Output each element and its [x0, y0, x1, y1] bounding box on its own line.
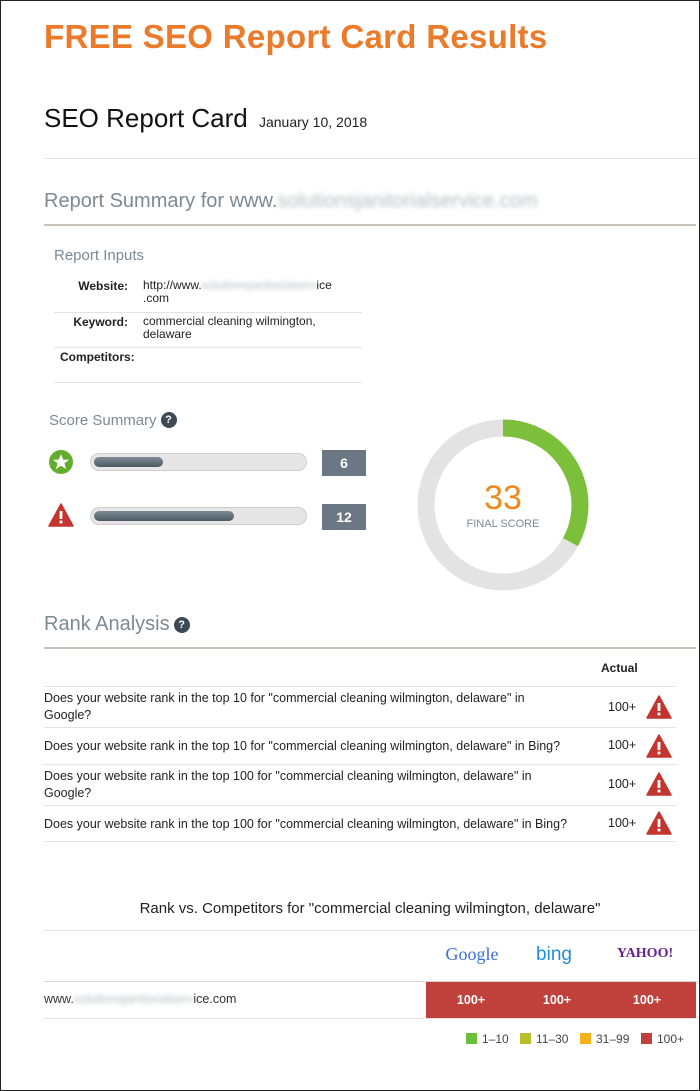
bing-rank-cell: 100+ [516, 982, 598, 1018]
rank-value: 100+ [608, 700, 637, 714]
rank-analysis-heading [44, 613, 190, 636]
keyword-value-line1: commercial cleaning wilmington, [143, 314, 316, 328]
rank-value: 100+ [608, 777, 637, 791]
warning-icon [646, 734, 672, 758]
rank-question-line1: Does your website rank in the top 10 for "commercial cleaning wilmington, delaware" in [44, 691, 525, 705]
redacted-site: solutionsjanitorialserv [73, 992, 194, 1006]
redacted-url: solutionsjanitorialserv [201, 278, 317, 292]
help-icon[interactable]: ? [174, 617, 190, 633]
website-value-prefix: http://www. [143, 278, 202, 292]
legend-swatch [580, 1033, 591, 1044]
divider [44, 930, 698, 931]
final-score-label: FINAL SCORE [466, 518, 540, 530]
divider [44, 1018, 698, 1019]
website-value [143, 279, 353, 305]
competitor-site-prefix: www. [44, 992, 74, 1006]
help-icon[interactable]: ? [161, 412, 177, 428]
score-summary-heading [49, 412, 177, 429]
legend-label: 1–10 [482, 1032, 509, 1046]
failed-count: 12 [322, 504, 366, 530]
rank-value: 100+ [608, 738, 637, 752]
rank-analysis-heading-text: Rank Analysis [44, 613, 170, 635]
redacted-domain: solutionsjanitorialservice.com [277, 190, 538, 212]
legend-swatch [641, 1033, 652, 1044]
website-label: Website: [78, 279, 128, 293]
passed-count: 6 [322, 450, 366, 476]
input-row-competitors [54, 347, 362, 383]
competitor-site [44, 992, 236, 1006]
rank-question-line2: Google? [44, 708, 92, 722]
legend-item [466, 1032, 509, 1046]
section-divider [44, 647, 696, 649]
legend-item [580, 1032, 629, 1046]
website-value-suffix: ice [316, 278, 332, 292]
rank-question [44, 816, 594, 833]
legend-label: 11–30 [536, 1032, 569, 1046]
bing-logo: bing [536, 944, 572, 965]
report-summary-heading [44, 190, 538, 213]
google-logo [440, 944, 504, 965]
google-logo-text: Google [445, 944, 499, 964]
competitors-label: Competitors: [60, 350, 135, 364]
warning-icon [646, 811, 672, 835]
legend-swatch [520, 1033, 531, 1044]
competitors-title: Rank vs. Competitors for "commercial cleaning wilmington, delaware" [139, 900, 601, 917]
input-row-website [54, 276, 362, 313]
legend-label: 100+ [657, 1032, 685, 1046]
passed-bar [90, 453, 307, 471]
keyword-value-line2: delaware [143, 327, 192, 341]
competitor-site-suffix: ice.com [193, 992, 237, 1006]
legend-label: 31–99 [596, 1032, 630, 1046]
rank-question-line1: Does your website rank in the top 100 for "commercial cleaning wilmington, delaware" in Bing? [44, 817, 568, 831]
table-row [44, 806, 676, 842]
card-title [44, 103, 367, 134]
star-check-icon [48, 449, 74, 475]
passed-bar-fill [94, 457, 163, 467]
table-row [44, 687, 676, 728]
rank-question [44, 768, 594, 802]
report-inputs-heading: Report Inputs [54, 247, 145, 264]
warning-icon [646, 772, 672, 796]
warning-icon [48, 503, 74, 527]
rank-question-line2: Google? [44, 786, 92, 800]
rank-question-line1: Does your website rank in the top 100 for "commercial cleaning wilmington, delaware" in [44, 769, 532, 783]
keyword-label: Keyword: [73, 315, 128, 329]
divider [44, 158, 698, 159]
actual-column-header: Actual [601, 661, 638, 675]
google-rank-cell: 100+ [426, 982, 516, 1018]
legend-item [641, 1032, 684, 1046]
yahoo-rank-cell: 100+ [598, 982, 696, 1018]
rank-question-line1: Does your website rank in the top 10 for "commercial cleaning wilmington, delaware" in Bing? [44, 739, 561, 753]
final-score-value: 33 [484, 479, 522, 517]
final-score-donut [412, 414, 594, 596]
legend-swatch [466, 1033, 477, 1044]
failed-bar [90, 507, 307, 525]
rank-value: 100+ [608, 816, 637, 830]
rank-question [44, 690, 594, 724]
table-row [44, 728, 676, 765]
legend-item [520, 1032, 568, 1046]
failed-bar-fill [94, 511, 234, 521]
section-divider [44, 224, 696, 226]
input-row-keyword [54, 312, 362, 348]
card-title-text: SEO Report Card [44, 103, 248, 133]
table-row [44, 765, 676, 806]
warning-icon [646, 695, 672, 719]
score-summary-heading-text: Score Summary [49, 412, 157, 429]
keyword-value [143, 315, 353, 341]
card-date: January 10, 2018 [258, 114, 368, 130]
page-title: FREE SEO Report Card Results [44, 18, 548, 55]
rank-question [44, 738, 594, 755]
website-value-line2: .com [143, 291, 170, 305]
yahoo-logo: YAHOO! [616, 946, 674, 961]
report-summary-heading-prefix: Report Summary for www. [44, 190, 278, 212]
